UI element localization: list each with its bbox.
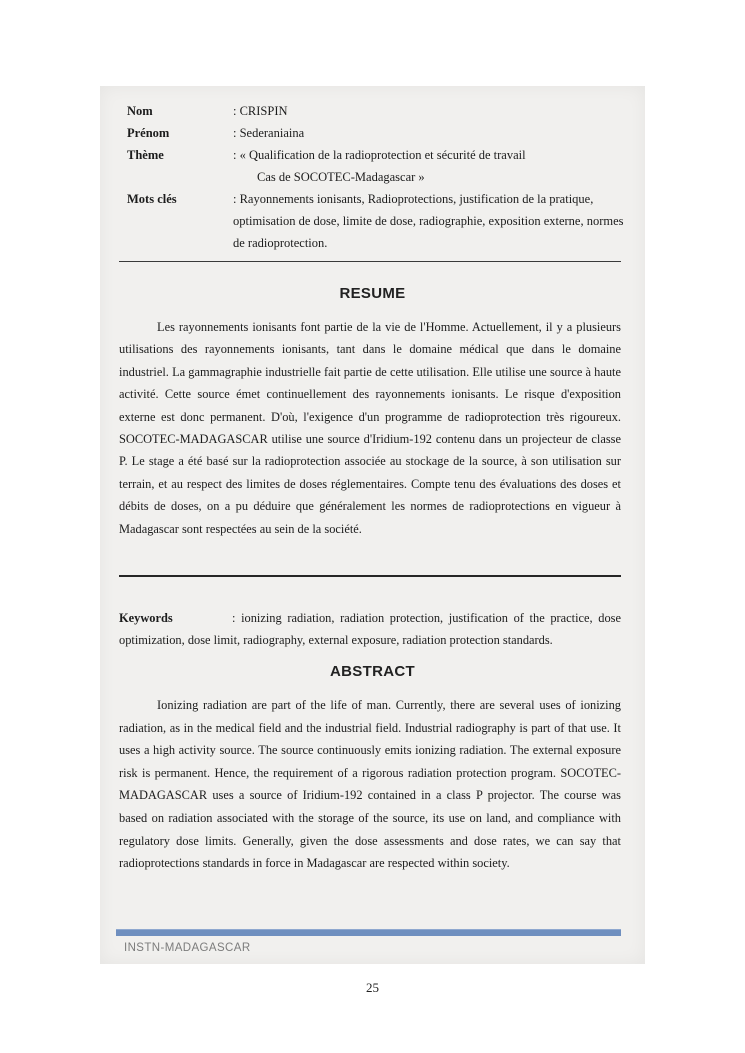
student-info-block xyxy=(127,100,627,254)
theme-value xyxy=(233,144,627,188)
mots-cles-value: : Rayonnements ionisants, Radioprotections, justification de la pratique, optimisation de dose, limite de dose, radiographie, exposition externe, normes de radioprotection. xyxy=(233,192,624,250)
nom-label: Nom xyxy=(127,104,153,118)
scanned-page xyxy=(100,86,645,964)
info-row-prenom xyxy=(127,122,627,144)
keywords-block xyxy=(119,607,621,651)
resume-paragraph: Les rayonnements ionisants font partie de la vie de l'Homme. Actuellement, il y a plusieurs utilisations des rayonnements ionisants, tant dans le domaine médical que dans le domaine industriel. La gammagraphie industrielle fait partie de cette utilisation. Elle utilise une source à haute activité. Cette source émet continuellement des rayonnements ionisants. Le risque d'exposition externe est donc permanent. D'où, l'exigence d'un programme de radioprotection très rigoureux. SOCOTEC-MADAGASCAR utilise une source d'Iridium-192 contenu dans un projecteur de classe P. Le stage a été basé sur la radioprotection associée au stockage de la source, à son utilisation sur terrain, et au respect des limites de doses réglementaires. Compte tenu des évaluations des doses et débits de doses, on a pu déduire que généralement les normes de radioprotections en vigueur à Madagascar sont respectées au sein de la société. xyxy=(119,320,621,536)
theme-label: Thème xyxy=(127,148,164,162)
theme-value-line-1: : « Qualification de la radioprotection et sécurité de travail xyxy=(233,148,526,162)
footer-blue-bar xyxy=(116,929,621,936)
info-row-theme xyxy=(127,144,627,188)
divider-after-resume xyxy=(119,575,621,577)
info-row-nom xyxy=(127,100,627,122)
abstract-paragraph: Ionizing radiation are part of the life of man. Currently, there are several uses of ionizing radiation, as in the medical field and the industrial field. Industrial radiography is part of that use. It uses a high activity source. The source continuously emits ionizing radiation. The external exposure risk is permanent. Hence, the requirement of a rigorous radiation protection program. SOCOTEC-MADAGASCAR uses a source of Iridium-192 contained in a class P projector. The course was based on radiation associated with the storage of the source, its use on land, and compliance with regulatory dose limits. Generally, given the dose assessments and dose rates, we can say that radioprotections standards in force in Madagascar are respected within society. xyxy=(119,698,621,871)
info-row-mots-cles xyxy=(127,188,627,254)
abstract-title: ABSTRACT xyxy=(330,663,415,680)
keywords-label: Keywords xyxy=(119,611,173,625)
nom-value: : CRISPIN xyxy=(233,104,288,118)
theme-value-line-2: Cas de SOCOTEC-Madagascar » xyxy=(257,170,425,184)
mots-cles-label: Mots clés xyxy=(127,192,177,206)
footer-organization: INSTN-MADAGASCAR xyxy=(124,942,251,954)
prenom-value: : Sederaniaina xyxy=(233,126,305,140)
resume-title: RESUME xyxy=(339,285,406,302)
keywords-value: : ionizing radiation, radiation protection, justification of the practice, dose optimization, dose limit, radiography, external exposure, radiation protection standards. xyxy=(119,611,621,647)
page-number: 25 xyxy=(366,980,379,995)
prenom-label: Prénom xyxy=(127,126,170,140)
divider-after-info xyxy=(119,261,621,262)
